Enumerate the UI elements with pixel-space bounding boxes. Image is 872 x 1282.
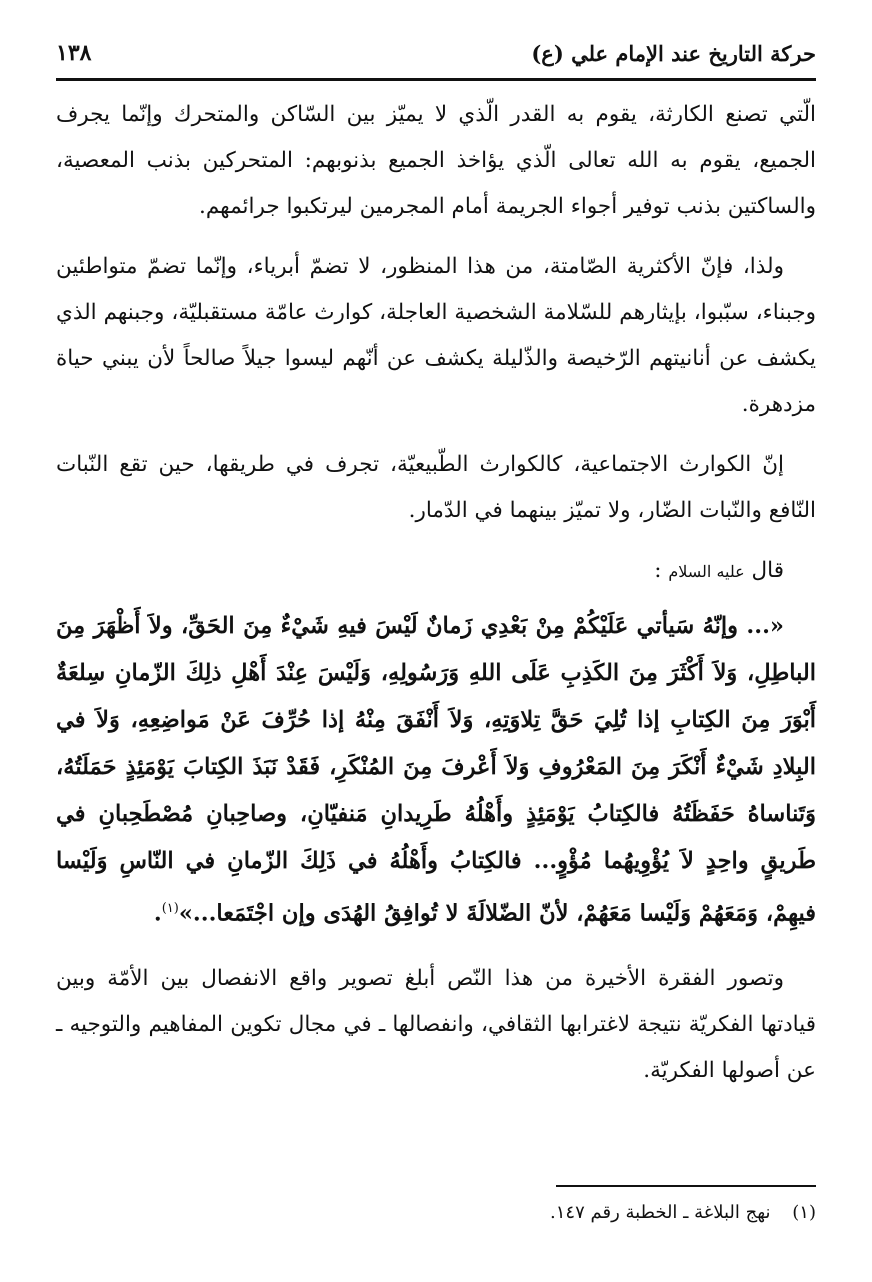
paragraph-continuation: الّتي تصنع الكارثة، يقوم به القدر الّذي لا يميّز بين السّاكن والمتحرك وإنّما يجرف الجميع، يقوم به الله تعالى الّذي يؤاخذ الجميع بذنوبهم: المتحركين بذنب المعصية، والساكتين بذنب توفير أجواء الجريمة أمام المجرمين ليرتكبوا جرائمهم.: [56, 102, 816, 219]
quote-intro: [56, 548, 816, 595]
footnote-number: (١): [792, 1202, 816, 1223]
page-body: [56, 92, 816, 1108]
footnote: [56, 1198, 816, 1228]
footnote-reference: (١): [161, 901, 179, 916]
paragraph-social-disasters: إنّ الكوارث الاجتماعية، كالكوارث الطّبيعيّة، تجرف في طريقها، حين تقع النّبات النّافع والنّبات الضّار، ولا تميّز بينهما في الدّمار.: [56, 452, 816, 523]
paragraph-closing: وتصور الفقرة الأخيرة من هذا النّص أبلغ تصوير واقع الانفصال بين الأمّة وبين قيادتها الفكريّة نتيجة لاغترابها الثقافي، وانفصالها ـ في مجال تكوين المفاهيم والتوجيه ـ عن أصولها الفكريّة.: [56, 965, 816, 1083]
quote-text: «... وإنّهُ سَيأتي عَلَيْكُمْ مِنْ بَعْدِي زَمانٌ لَيْسَ فيهِ شَيْءٌ مِنَ الحَقِّ، ولاَ أَظْهَرَ مِنَ الباطِلِ، وَلاَ أَكْثَرَ مِنَ الكَذِبِ عَلَى اللهِ وَرَسُولِهِ، وَلَيْسَ عِنْدَ أَهْلِ ذلِكَ الزّمانِ سِلعَةٌ أَبْوَرَ مِنَ الكِتابِ إذا تُلِيَ حَقَّ تِلاوَتِهِ، وَلاَ أَنْفَقَ مِنْهُ إذا حُرِّفَ عَنْ مَواضِعِهِ، وَلاَ في البِلادِ شَيْءٌ أَنْكَرَ مِنَ المَعْرُوفِ وَلاَ أَعْرفَ مِنَ المُنْكَرِ، فَقَدْ نَبَذَ الكِتابَ يَوْمَئِذٍ حَمَلَتُهُ، وَتَناساهُ حَفَظَتُهُ فالكِتابُ يَوْمَئِذٍ وأَهْلُهُ طَرِيدانِ مَنفيّانِ، وصاحِبانِ مُصْطَحِبانِ في طَريقٍ واحِدٍ لاَ يُؤْوِيهُما مُؤْوٍ... فالكِتابُ وأَهْلُهُ في ذَلِكَ الزّمانِ في النّاسِ وَلَيْسا فيهِمْ، وَمَعَهُمْ وَلَيْسا مَعَهُمْ، لأنّ الضّلالَةَ لا تُوافِقُ الهُدَى وإن اجْتَمَعا...»: [56, 613, 816, 927]
imam-quote: «... وإنّهُ سَيأتي عَلَيْكُمْ مِنْ بَعْدِي زَمانٌ لَيْسَ فيهِ شَيْءٌ مِنَ الحَقِّ، ولاَ أَظْهَرَ مِنَ الباطِلِ، وَلاَ أَكْثَرَ مِنَ الكَذِبِ عَلَى اللهِ وَرَسُولِهِ، وَلَيْسَ عِنْدَ أَهْلِ ذلِكَ الزّمانِ سِلعَةٌ أَبْوَرَ مِنَ الكِتابِ إذا تُلِيَ حَقَّ تِلاوَتِهِ، وَلاَ أَنْفَقَ مِنْهُ إذا حُرِّفَ عَنْ مَواضِعِهِ، وَلاَ في البِلادِ شَيْءٌ أَنْكَرَ مِنَ المَعْرُوفِ وَلاَ أَعْرفَ مِنَ المُنْكَرِ، فَقَدْ نَبَذَ الكِتابَ يَوْمَئِذٍ حَمَلَتُهُ، وَتَناساهُ حَفَظَتُهُ فالكِتابُ يَوْمَئِذٍ وأَهْلُهُ طَرِيدانِ مَنفيّانِ، وصاحِبانِ مُصْطَحِبانِ في طَريقٍ واحِدٍ لاَ يُؤْوِيهُما مُؤْوٍ... فالكِتابُ وأَهْلُهُ في ذَلِكَ الزّمانِ في النّاسِ وَلَيْسا فيهِمْ، وَمَعَهُمْ وَلَيْسا مَعَهُمْ، لأنّ الضّلالَةَ لا تُوافِقُ الهُدَى وإن اجْتَمَعا...»$^{(١)}$.: [56, 613, 816, 927]
quote-intro-colon: :: [654, 558, 662, 583]
running-title: حركة التاريخ عند الإمام علي (ع): [531, 40, 816, 66]
footnote-divider: [556, 1185, 816, 1187]
page-number: ١٣٨: [56, 40, 92, 66]
salutation-glyph: عليه السلام: [668, 562, 745, 581]
paragraph-silent-majority: ولذا، فإنّ الأكثرية الصّامتة، من هذا المنظور، لا تضمّ أبرياء، وإنّما تضمّ متواطئين وجبناء، سبّبوا، بإيثارهم للسّلامة الشخصية العاجلة، كوارث عامّة مستقبليّة، وجبنهم الذي يكشف عن أنانيتهم الرّخيصة والذّليلة يكشف عن أنّهم ليسوا جيلاً صالحاً لأن يبني حياة مزدهرة.: [56, 254, 816, 417]
footnote-text: نهج البلاغة ـ الخطبة رقم ١٤٧.: [550, 1202, 771, 1223]
quote-intro-said: قال: [751, 558, 784, 583]
page-header: [56, 28, 816, 81]
